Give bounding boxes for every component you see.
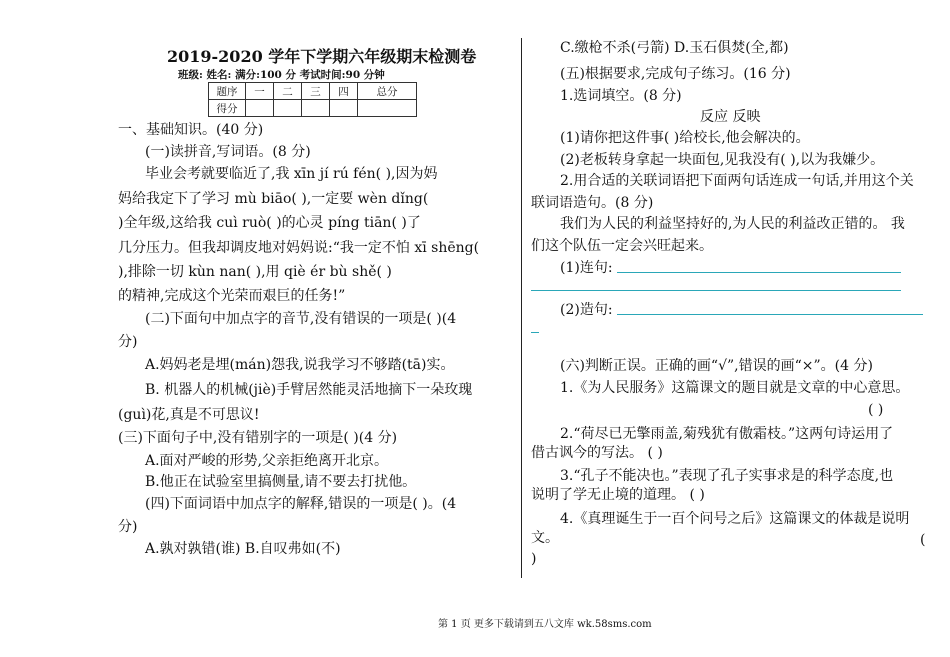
option-ab: A.孰对孰错(谁) B.自叹弗如(不) (145, 541, 341, 557)
score-cell[interactable] (246, 100, 274, 117)
score-cell[interactable] (358, 100, 417, 117)
text-line: 毕业会考就要临近了,我 xīn jí rú fén( ),因为妈 (145, 166, 438, 182)
option-b: B. 机器人的机械(jiè)手臂居然能灵活地摘下一朵玫瑰 (145, 382, 473, 398)
option-a: A.面对严峻的形势,父亲拒绝离开北京。 (145, 453, 389, 469)
question-heading: (四)下面词语中加点字的解释,错误的一项是( )。(4 (145, 496, 457, 512)
answer-line[interactable] (617, 272, 901, 273)
question-heading: 1.选词填空。(8 分) (560, 88, 682, 104)
answer-line[interactable] (531, 332, 539, 333)
judge-item: 2.“荷尽已无擎雨盖,菊残犹有傲霜枝。”这两句诗运用了 (560, 426, 894, 442)
text-line: (2)老板转身拿起一块面包,见我没有( ),以为我嫌少。 (560, 152, 885, 168)
score-table (208, 82, 417, 117)
answer-paren[interactable]: ( (920, 532, 926, 548)
answer-paren[interactable]: ) (531, 551, 537, 567)
option-cd: C.缴枪不杀(弓箭) D.玉石俱焚(全,都) (560, 40, 789, 56)
score-cell: 得分 (209, 100, 246, 117)
judge-item: 3.“孔子不能决也。”表现了孔子实事求是的科学态度,也 (560, 468, 894, 484)
text-line: ),排除一切 kùn nan( ),用 qiè ér bù shě( ) (118, 264, 392, 280)
score-cell[interactable] (274, 100, 302, 117)
question-heading: (一)读拼音,写词语。(8 分) (145, 144, 311, 160)
text-line: 妈给我定下了学习 mù biāo( ),一定要 wèn dǐng( (118, 191, 429, 207)
text-line: 联词语造句。(8 分) (531, 195, 654, 211)
question-heading: (三)下面句子中,没有错别字的一项是( )(4 分) (118, 430, 398, 446)
section-heading: 一、基础知识。(40 分) (118, 122, 264, 138)
text-line: 几分压力。但我却调皮地对妈妈说:“我一定不怕 xī shēng( (118, 240, 480, 256)
text-line: 们这个队伍一定会兴旺起来。 (531, 238, 713, 254)
score-cell[interactable] (330, 100, 358, 117)
page-footer: 第 1 页 更多下载请到五八文库 wk.58sms.com (438, 619, 652, 630)
score-cell: 总分 (358, 83, 417, 100)
judge-item-cont: 文。 (531, 530, 559, 546)
answer-paren[interactable]: ( ) (868, 402, 884, 418)
score-cell: 三 (302, 83, 330, 100)
question-heading: 2.用合适的关联词语把下面两句话连成一句话,并用这个关 (560, 173, 914, 189)
text-line: )全年级,这给我 cuì ruò( )的心灵 píng tiān( )了 (118, 215, 421, 231)
text-line: 分) (118, 334, 138, 350)
question-heading: (二)下面句中加点字的音节,没有错误的一项是( )(4 (145, 311, 457, 327)
word-choices: 反应 反映 (700, 109, 761, 125)
column-divider (521, 38, 522, 578)
score-cell: 一 (246, 83, 274, 100)
exam-meta: 班级: 姓名: 满分:100 分 考试时间:90 分钟 (178, 69, 385, 81)
text-line: 的精神,完成这个光荣而艰巨的任务!” (118, 288, 346, 304)
judge-item: 4.《真理诞生于一百个问号之后》这篇课文的体裁是说明 (560, 511, 910, 527)
answer-line[interactable] (531, 290, 901, 291)
score-table-score-row (209, 100, 417, 117)
question-heading: (六)判断正误。正确的画“√”,错误的画“×”。(4 分) (560, 358, 873, 374)
judge-item: 1.《为人民服务》这篇课文的题目就是文章的中心意思。 (560, 380, 910, 396)
score-table-header-row (209, 83, 417, 100)
exam-title: 2019-2020 学年下学期六年级期末检测卷 (167, 47, 477, 66)
score-cell[interactable] (302, 100, 330, 117)
make-sentence-label: (2)造句: (560, 302, 613, 318)
score-cell: 四 (330, 83, 358, 100)
text-line: 我们为人民的利益坚持好的,为人民的利益改正错的。 我 (560, 216, 905, 232)
score-cell: 题序 (209, 83, 246, 100)
text-line: (1)请你把这件事( )给校长,他会解决的。 (560, 130, 810, 146)
answer-line[interactable] (617, 314, 923, 315)
question-heading: (五)根据要求,完成句子练习。(16 分) (560, 66, 791, 82)
judge-item-cont: 借古讽今的写法。 ( ) (531, 445, 663, 461)
judge-item-cont: 说明了学无止境的道理。 ( ) (531, 487, 705, 503)
score-cell: 二 (274, 83, 302, 100)
option-b: B.他正在试验室里搞侧量,请不要去打扰他。 (145, 474, 417, 490)
text-line: (guì)花,真是不可思议! (118, 407, 260, 423)
connect-sentence-label: (1)连句: (560, 260, 613, 276)
text-line: 分) (118, 519, 138, 535)
option-a: A.妈妈老是埋(mán)怨我,说我学习不够踏(tā)实。 (145, 357, 455, 373)
